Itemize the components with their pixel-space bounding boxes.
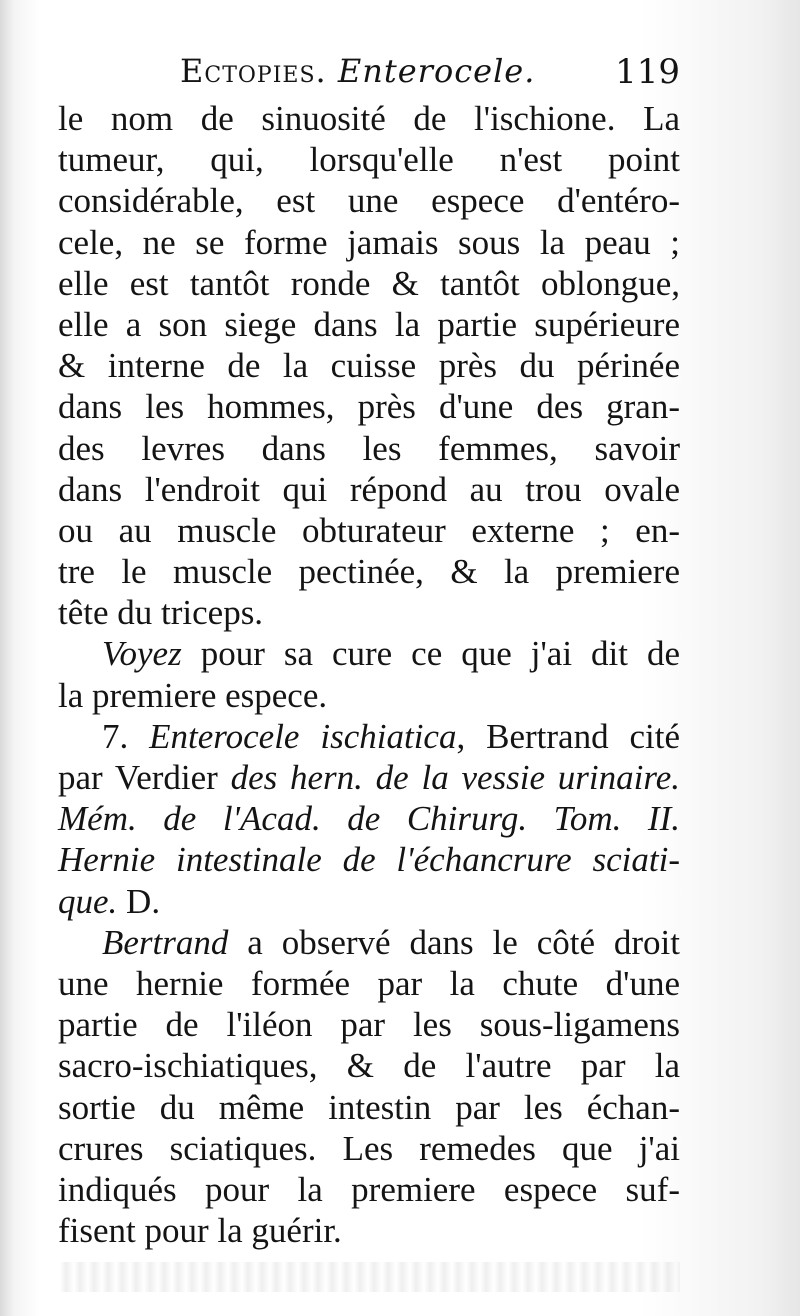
text-line: indiqués pour la premiere espece suf-: [58, 1169, 680, 1209]
text-line: & interne de la cuisse près du périnée: [58, 346, 680, 386]
text-line: considérable, est une espece d'entéro-: [58, 181, 680, 221]
text-run: , Bertrand cité: [456, 716, 681, 756]
running-head-subsection: Enterocele.: [337, 52, 536, 90]
text-line: sortie du même intestin par les échan-: [58, 1087, 680, 1127]
text-run: par Verdier: [58, 758, 231, 797]
italic-phrase: Voyez: [102, 634, 182, 674]
running-head: [180, 52, 535, 90]
text-line: tumeur, qui, lorsqu'elle n'est point: [58, 140, 680, 180]
text-line: [58, 839, 680, 880]
italic-phrase: des hern. de la vessie urinaire.: [230, 758, 680, 797]
italic-phrase: Bertrand: [102, 922, 229, 962]
text-line: [58, 922, 680, 963]
text-run: a observé dans le côté droit: [228, 922, 680, 962]
text-line: fisent pour la guérir.: [58, 1211, 342, 1251]
entry-number: 7.: [102, 716, 150, 756]
body-text: [58, 98, 680, 1251]
text-line: sacro-ischiatiques, & de l'autre par la: [58, 1046, 680, 1086]
text-line: une hernie formée par la chute d'une: [58, 963, 680, 1003]
text-line: dans les hommes, près d'une des gran-: [58, 387, 680, 427]
italic-phrase: Mém. de l'Acad. de Chirurg. Tom. II.: [58, 799, 680, 839]
text-line: ou au muscle obturateur externe ; en-: [58, 510, 680, 550]
italic-phrase: que.: [58, 881, 118, 921]
text-line: dans l'endroit qui répond au trou ovale: [58, 469, 680, 509]
text-line: le nom de sinuosité de l'ischione. La: [58, 99, 680, 138]
italic-phrase: Hernie intestinale de l'échancrure sciati-: [58, 840, 680, 880]
text-line: cele, ne se forme jamais sous la peau ;: [58, 222, 680, 262]
text-line: [58, 798, 680, 839]
text-line: tête du triceps.: [58, 593, 264, 633]
text-line: des levres dans les femmes, savoir: [58, 428, 680, 468]
text-line: [58, 881, 680, 922]
text-line: partie de l'iléon par les sous-ligamens: [58, 1005, 680, 1045]
text-line: la premiere espece.: [58, 675, 328, 715]
text-run: D.: [117, 881, 161, 921]
page-number: 119: [615, 52, 680, 92]
entry-title: Enterocele ischiatica: [149, 716, 457, 756]
text-line: [58, 633, 680, 674]
text-run: pour sa cure ce que j'ai dit de: [181, 634, 680, 674]
text-line: elle a son siege dans la partie supérieure: [58, 304, 680, 344]
text-line: crures sciatiques. Les remedes que j'ai: [58, 1128, 680, 1168]
text-line: elle est tantôt ronde & tantôt oblongue,: [58, 263, 680, 303]
text-line: tre le muscle pectinée, & la premiere: [58, 552, 680, 592]
text-line: [58, 716, 680, 757]
page-header: [60, 52, 680, 96]
show-through-bleed: [60, 1262, 680, 1292]
text-line: [58, 757, 680, 798]
running-head-section: Ectopies.: [180, 52, 327, 90]
